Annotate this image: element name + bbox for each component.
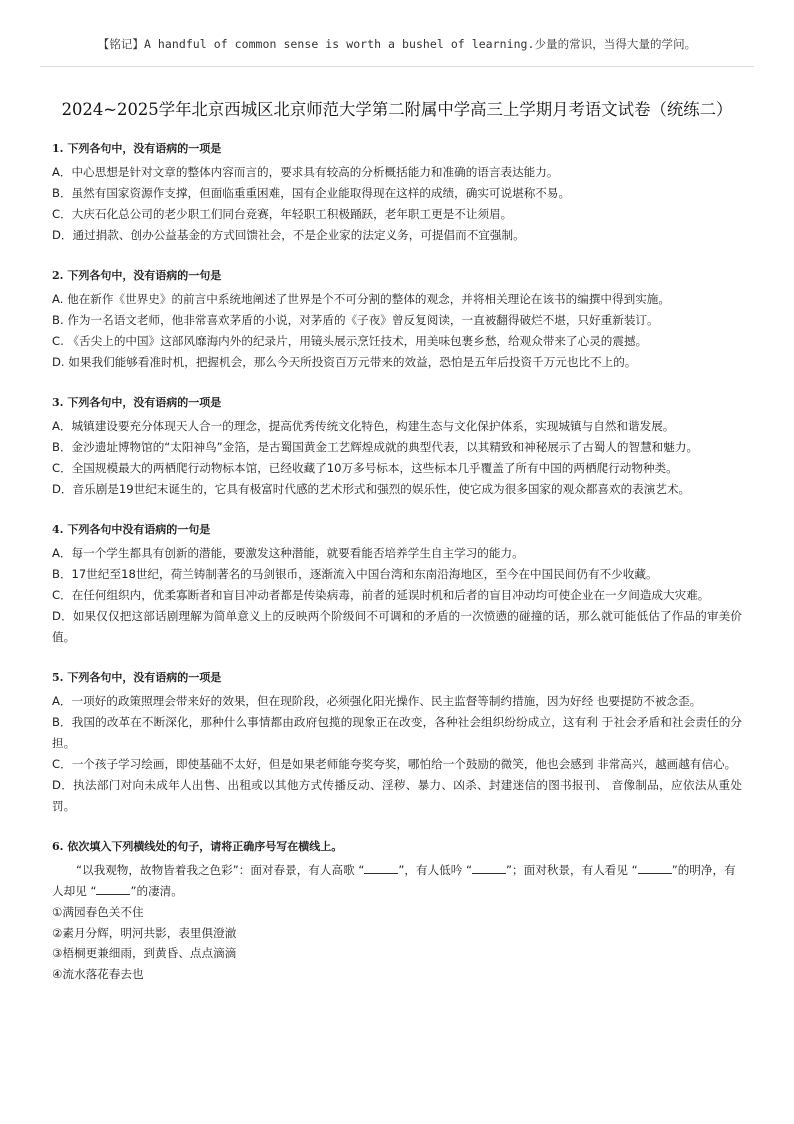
question-2 [52, 269, 742, 373]
stem-text: “以我观物，故物皆着我之色彩”：面对春景，有人高歌 “ [76, 863, 365, 877]
option-b: B．我国的改革在不断深化，那种什么事情都由政府包揽的现象正在改变，各种社会组织纷纷成立，这有利 于社会矛盾和社会责任的分担。 [52, 715, 742, 750]
question-3 [52, 396, 742, 500]
choice-1: ①满园春色关不住 [52, 905, 144, 919]
question-heading: 4. 下列各句中没有语病的一句是 [52, 523, 211, 536]
fill-blank-4 [96, 883, 130, 895]
question-heading: 5. 下列各句中，没有语病的一项是 [52, 671, 222, 684]
question-heading: 2. 下列各句中，没有语病的一句是 [52, 269, 222, 282]
option-d: D．执法部门对向未成年人出售、出租或以其他方式传播反动、淫秽、暴力、凶杀、封建迷信的图书报刊、 音像制品，应依法从重处罚。 [52, 778, 742, 813]
question-stem [52, 860, 742, 902]
motto-banner: 【铭记】A handful of common sense is worth a bushel of learning.少量的常识，当得大量的学问。 [97, 37, 697, 51]
option-a: A．一项好的政策照理会带来好的效果，但在现阶段，必须强化阳光操作、民主监督等制约措施，因为好经 也要提防不被念歪。 [52, 694, 702, 708]
option-c: C．大庆石化总公司的老少职工们同台竞赛，年轻职工积极踊跃，老年职工更是不让须眉。 [52, 207, 513, 221]
stem-text: ”的明净，有人却见 “ [52, 863, 736, 898]
option-d: D. 如果我们能够看准时机，把握机会，那么今天所投资百万元带来的效益，恐怕是五年后投资千万元也比不上的。 [52, 355, 637, 369]
option-a: A．城镇建设要充分体现天人合一的理念，提高优秀传统文化特色，构建生态与文化保护体系，实现城镇与自然和谐发展。 [52, 419, 675, 433]
option-b: B．金沙遗址博物馆的“太阳神鸟”金箔，是古蜀国黄金工艺辉煌成就的典型代表，以其精致和神秘展示了古蜀人的智慧和魅力。 [52, 440, 699, 454]
choice-2: ②素月分辉，明河共影，表里俱澄澈 [52, 925, 237, 940]
choice-3: ③梧桐更兼细雨，到黄昏、点点滴滴 [52, 946, 237, 960]
option-c: C．在任何组织内，优柔寡断者和盲目冲动者都是传染病毒，前者的延误时机和后者的盲目冲动均可使企业在一夕间造成大灾难。 [52, 588, 710, 602]
option-c: C. 《舌尖上的中国》这部风靡海内外的纪录片，用镜头展示烹饪技术，用美味包裹乡愁，给观众带来了心灵的震撼。 [52, 334, 648, 348]
question-heading: 1. 下列各句中，没有语病的一项是 [52, 142, 222, 155]
option-b: B. 作为一名语文老师，他非常喜欢茅盾的小说，对茅盾的《子夜》曾反复阅读，一直被翻得破烂不堪，只好重新装订。 [52, 313, 659, 327]
question-heading: 3. 下列各句中，没有语病的一项是 [52, 396, 222, 409]
fill-blank-3 [638, 862, 672, 874]
question-6 [52, 840, 742, 984]
option-c: C．一个孩子学习绘画，即使基础不太好，但是如果老师能夸奖夸奖，哪怕给一个鼓励的微笑，他也会感到 非常高兴，越画越有信心。 [52, 757, 737, 771]
header-divider [40, 66, 754, 67]
question-1 [52, 142, 742, 246]
stem-text: ”；面对秋景，有人看见 “ [506, 863, 638, 877]
page-title: 2024~2025学年北京西城区北京师范大学第二附属中学高三上学期月考语文试卷（统练二） [61, 100, 733, 119]
option-b: B．17世纪至18世纪，荷兰铸制著名的马剑银币，逐渐流入中国台湾和东南沿海地区，至今在中国民间仍有不少收藏。 [52, 567, 658, 581]
option-d: D．如果仅仅把这部话剧理解为简单意义上的反映两个阶级间不可调和的矛盾的一次愤懑的碰撞的话，那么就可能低估了作品的审美价值。 [52, 609, 742, 644]
option-d: D．音乐剧是19世纪末诞生的，它具有极富时代感的艺术形式和强烈的娱乐性，使它成为很多国家的观众都喜欢的表演艺术。 [52, 482, 691, 496]
choice-4: ④流水落花春去也 [52, 966, 144, 981]
question-4 [52, 523, 742, 648]
question-heading: 6. 依次填入下列横线处的句子，请将正确序号写在横线上。 [52, 840, 343, 853]
option-a: A. 他在新作《世界史》的前言中系统地阐述了世界是个不可分割的整体的观念，并将相关理论在该书的编撰中得到实施。 [52, 292, 670, 306]
question-5 [52, 671, 742, 817]
question-list [52, 142, 742, 1007]
fill-blank-2 [472, 862, 506, 874]
stem-text: ”，有人低吟 “ [398, 863, 473, 877]
option-a: A．每一个学生都具有创新的潜能，要激发这种潜能，就要看能否培养学生自主学习的能力。 [52, 546, 524, 560]
option-a: A．中心思想是针对文章的整体内容而言的，要求具有较高的分析概括能力和准确的语言表达能力。 [52, 165, 559, 179]
fill-blank-1 [364, 862, 398, 874]
option-c: C．全国规模最大的两栖爬行动物标本馆，已经收藏了10万多号标本，这些标本几乎覆盖了所有中国的两栖爬行动物种类。 [52, 461, 678, 475]
option-b: B．虽然有国家资源作支撑，但面临重重困难，国有企业能取得现在这样的成绩，确实可说堪称不易。 [52, 186, 571, 200]
option-d: D．通过捐款、创办公益基金的方式回馈社会，不是企业家的法定义务，可提倡而不宜强制。 [52, 228, 525, 242]
stem-text: ”的凄清。 [130, 884, 183, 898]
